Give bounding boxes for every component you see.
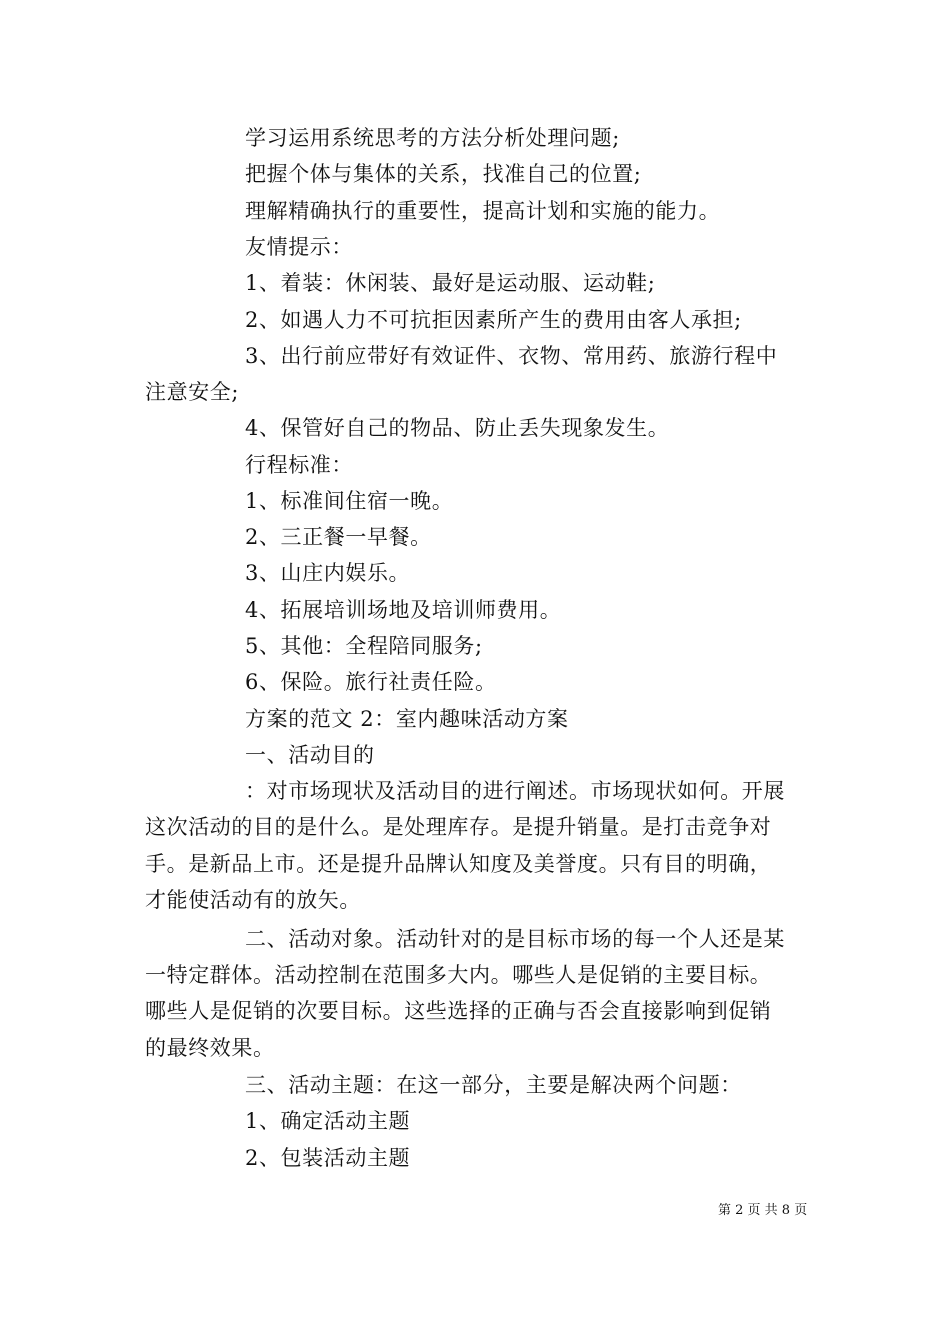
section-heading: 行程标准： — [245, 453, 353, 477]
list-item: 2、包装活动主题 — [245, 1146, 411, 1170]
list-item: 3、山庄内娱乐。 — [245, 561, 411, 585]
page-footer: 第 2 页 共 8 页 — [718, 1203, 808, 1218]
paragraph-line: 才能使活动有的放矢。 — [145, 888, 361, 912]
section-heading: 一、活动目的 — [245, 743, 375, 767]
text-line-continuation: 注意安全; — [145, 380, 240, 404]
list-item: 3、出行前应带好有效证件、衣物、常用药、旅游行程中 — [245, 344, 778, 368]
list-item: 1、确定活动主题 — [245, 1109, 411, 1133]
text-line: 学习运用系统思考的方法分析处理问题; — [245, 126, 620, 150]
list-item: 1、着装：休闲装、最好是运动服、运动鞋; — [245, 271, 656, 295]
paragraph-line: 这次活动的目的是什么。是处理库存。是提升销量。是打击竞争对 — [145, 815, 772, 839]
list-item: 2、三正餐一早餐。 — [245, 525, 432, 549]
paragraph-line: ：对市场现状及活动目的进行阐述。市场现状如何。开展 — [245, 779, 785, 803]
list-item: 1、标准间住宿一晚。 — [245, 489, 454, 513]
list-item: 2、如遇人力不可抗拒因素所产生的费用由客人承担; — [245, 308, 742, 332]
text-line: 把握个体与集体的关系，找准自己的位置; — [245, 162, 642, 186]
text-line: 理解精确执行的重要性，提高计划和实施的能力。 — [245, 199, 721, 223]
paragraph-line: 三、活动主题：在这一部分，主要是解决两个问题： — [245, 1073, 742, 1097]
section-title: 方案的范文 2：室内趣味活动方案 — [245, 707, 569, 731]
section-heading: 友情提示： — [245, 235, 353, 259]
paragraph-line: 的最终效果。 — [145, 1036, 275, 1060]
paragraph-line: 一特定群体。活动控制在范围多大内。哪些人是促销的主要目标。 — [145, 963, 772, 987]
list-item: 4、保管好自己的物品、防止丢失现象发生。 — [245, 416, 670, 440]
paragraph-line: 二、活动对象。活动针对的是目标市场的每一个人还是某 — [245, 927, 785, 951]
list-item: 4、拓展培训场地及培训师费用。 — [245, 598, 562, 622]
paragraph-line: 哪些人是促销的次要目标。这些选择的正确与否会直接影响到促销 — [145, 999, 772, 1023]
list-item: 6、保险。旅行社责任险。 — [245, 670, 497, 694]
paragraph-line: 手。是新品上市。还是提升品牌认知度及美誉度。只有目的明确， — [145, 852, 772, 876]
list-item: 5、其他：全程陪同服务; — [245, 634, 483, 658]
